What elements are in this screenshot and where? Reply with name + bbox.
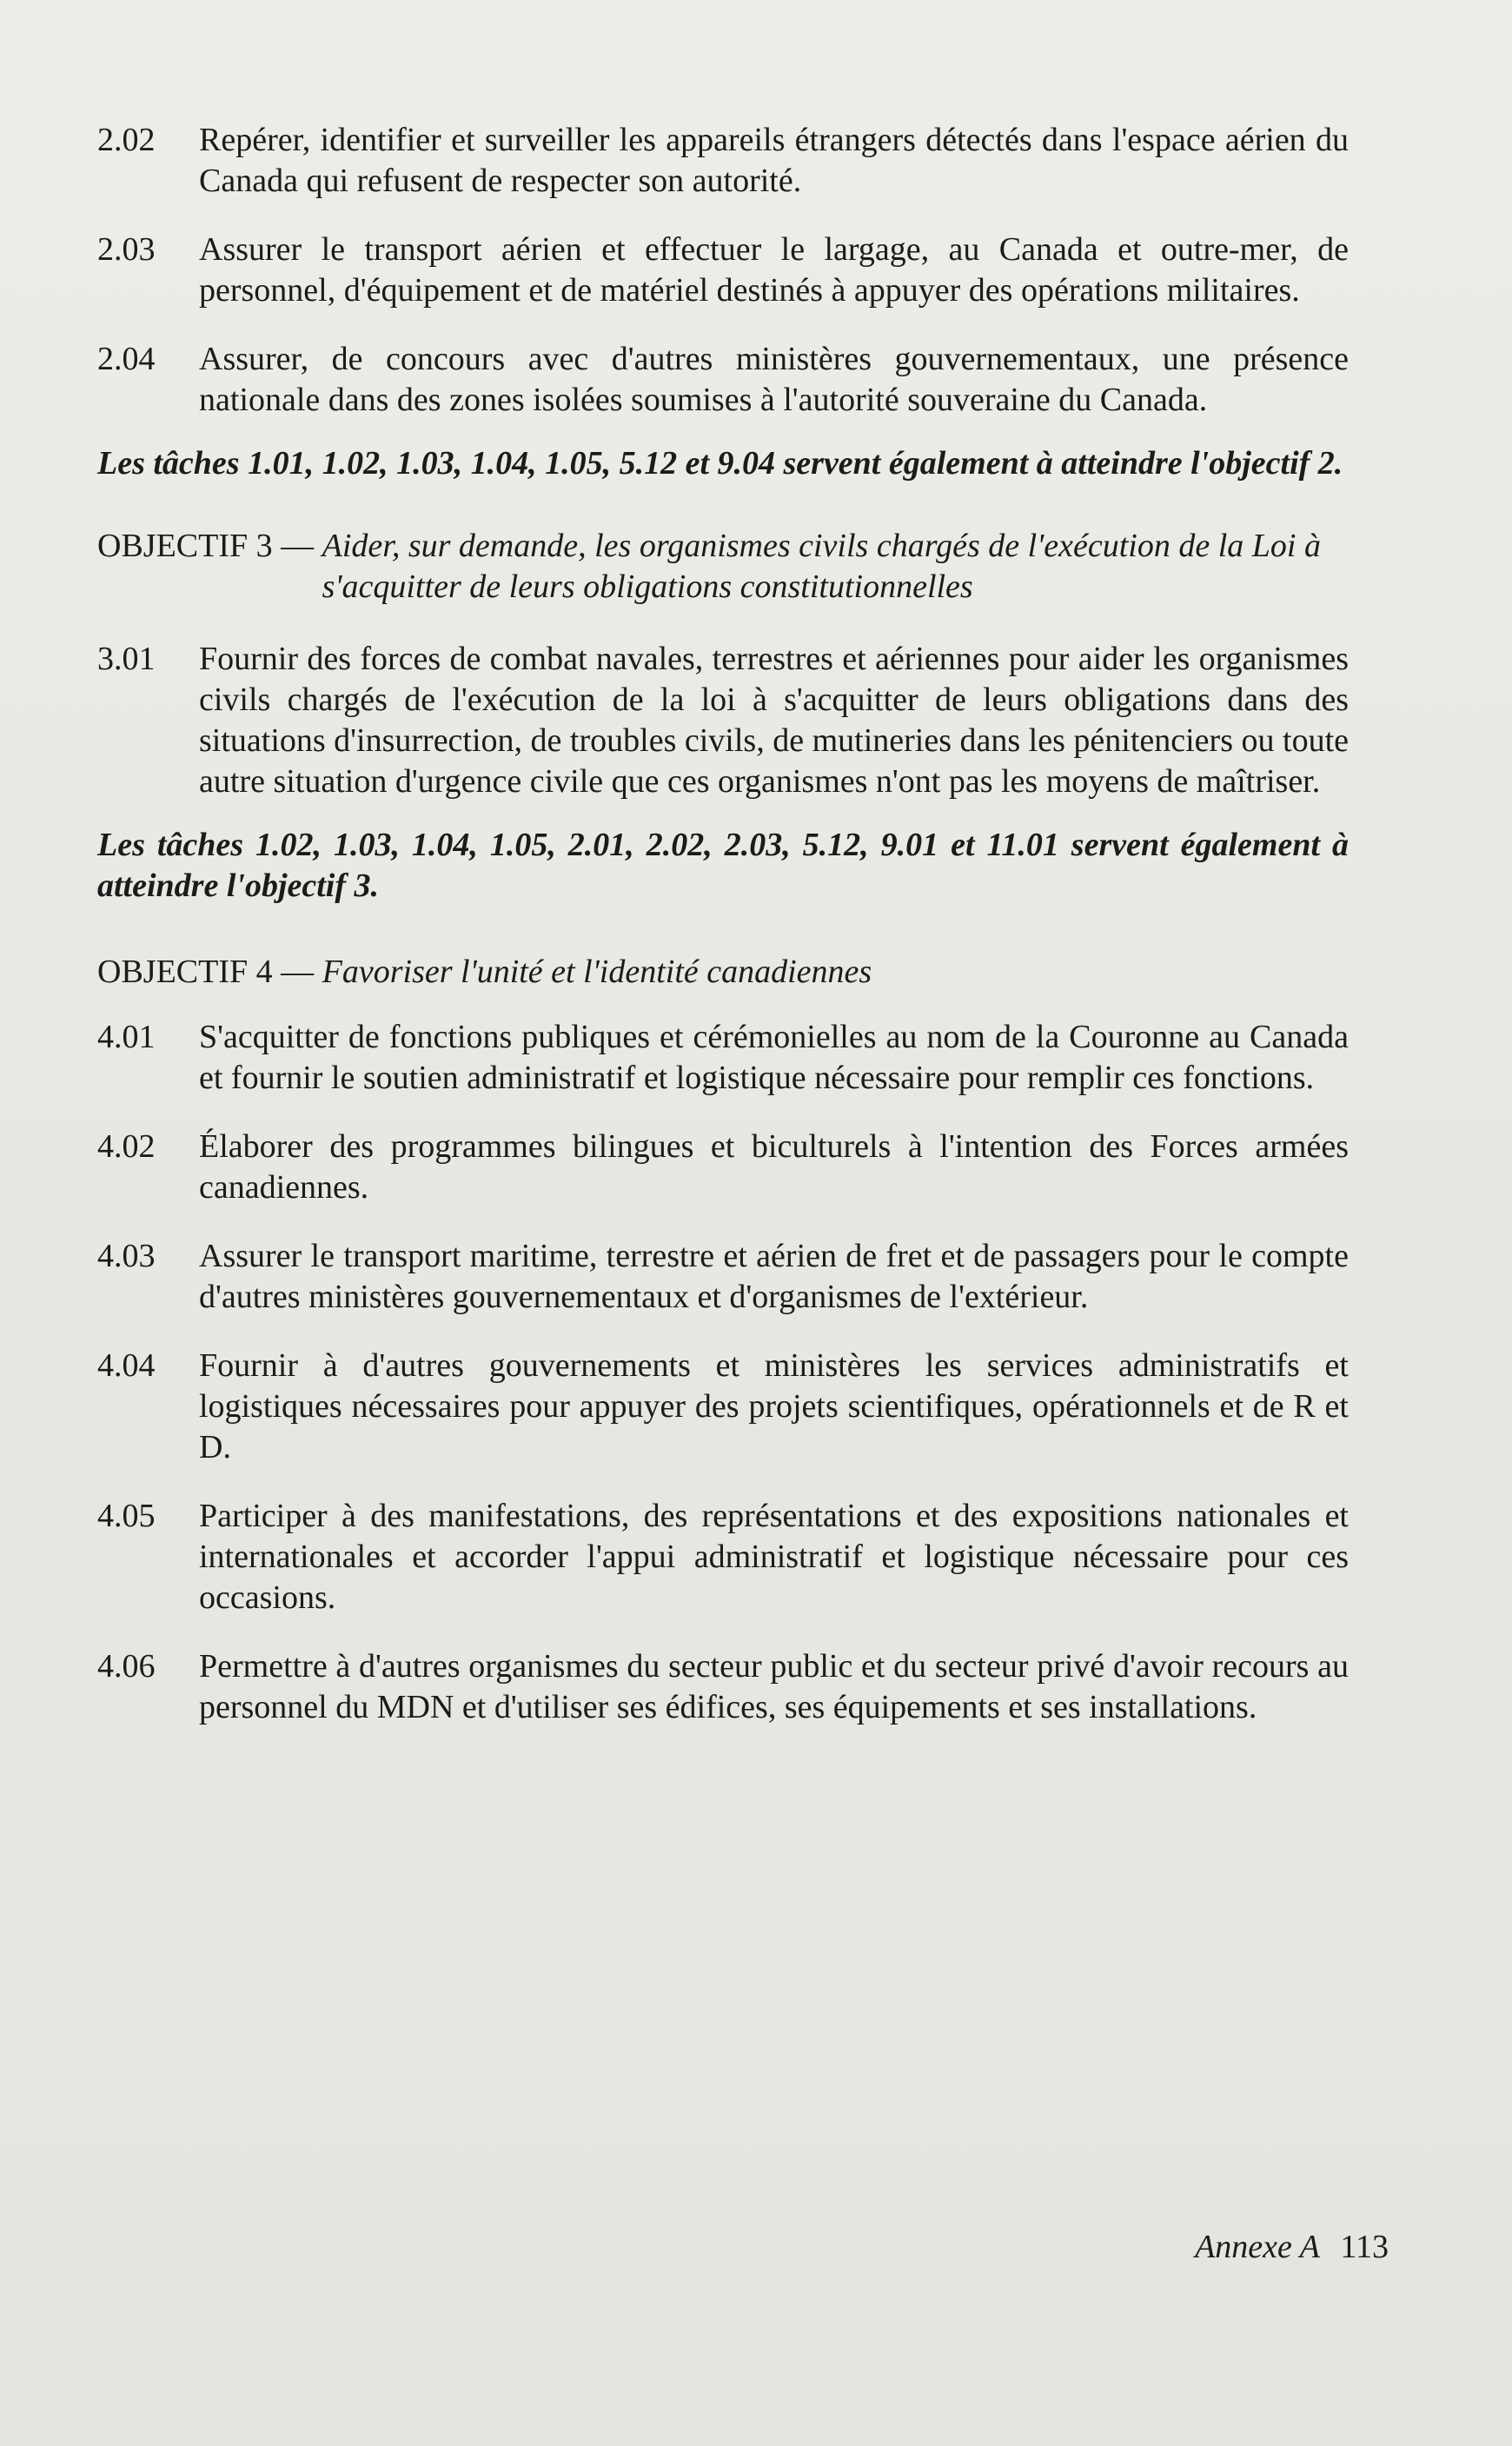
task-4-02 (97, 1127, 1349, 1208)
task-number: 2.04 (97, 341, 156, 377)
task-number: 4.04 (97, 1347, 156, 1384)
task-text: Repérer, identifier et surveiller les appareils étrangers détectés dans l'espace aérien du Canada qui refusent de respecter son autorité. (199, 122, 1349, 199)
task-text: Fournir à d'autres gouvernements et ministères les services administratifs et logistiques nécessaires pour appuyer des projets scientifiques, opérationnels et de R et D. (199, 1347, 1349, 1466)
objective-label: OBJECTIF 4 — (97, 954, 322, 990)
task-number: 4.02 (97, 1128, 156, 1165)
objective-label: OBJECTIF 3 — (97, 528, 322, 564)
annex-label: Annexe A (1195, 2229, 1320, 2265)
task-number: 4.06 (97, 1648, 156, 1685)
task-3-01 (97, 639, 1349, 802)
task-number: 4.01 (97, 1019, 156, 1055)
task-text: Participer à des manifestations, des représentations et des expositions nationales et internationales et accorder l'appui administratif et logistique nécessaire pour ces occasions. (199, 1498, 1349, 1616)
page-footer (1195, 2227, 1389, 2268)
task-4-03 (97, 1236, 1349, 1318)
objective-title: Favoriser l'unité et l'identité canadiennes (322, 954, 872, 990)
task-4-05 (97, 1496, 1349, 1618)
task-number: 2.02 (97, 122, 156, 158)
task-4-06 (97, 1646, 1349, 1728)
task-number: 4.05 (97, 1498, 156, 1534)
objective-4-heading (97, 952, 1349, 993)
task-text: Assurer, de concours avec d'autres ministères gouvernementaux, une présence nationale dans des zones isolées soumises à l'autorité souveraine du Canada. (199, 341, 1349, 418)
page-content (97, 120, 1349, 1756)
task-2-03 (97, 229, 1349, 311)
task-text: Assurer le transport maritime, terrestre et aérien de fret et de passagers pour le compte d'autres ministères gouvernementaux et d'organismes de l'extérieur. (199, 1238, 1349, 1315)
task-text: Assurer le transport aérien et effectuer le largage, au Canada et outre-mer, de personnel, d'équipement et de matériel destinés à appuyer des opérations militaires. (199, 231, 1349, 309)
task-text: S'acquitter de fonctions publiques et cérémonielles au nom de la Couronne au Canada et fournir le soutien administratif et logistique nécessaire pour remplir ces fonctions. (199, 1019, 1349, 1096)
task-text: Permettre à d'autres organismes du secteur public et du secteur privé d'avoir recours au personnel du MDN et d'utiliser ses édifices, ses équipements et ses installations. (199, 1648, 1349, 1725)
objective-2-note: Les tâches 1.01, 1.02, 1.03, 1.04, 1.05, 5.12 et 9.04 servent également à atteindre l'objectif 2. (97, 445, 1343, 482)
task-number: 4.03 (97, 1238, 156, 1274)
task-number: 3.01 (97, 641, 156, 677)
task-number: 2.03 (97, 231, 156, 268)
task-2-02 (97, 120, 1349, 202)
objective-3-note: Les tâches 1.02, 1.03, 1.04, 1.05, 2.01, 2.02, 2.03, 5.12, 9.01 et 11.01 servent également à atteindre l'objectif 3. (97, 827, 1349, 904)
task-4-01 (97, 1017, 1349, 1099)
task-text: Fournir des forces de combat navales, terrestres et aériennes pour aider les organismes civils chargés de l'exécution de la loi à s'acquitter de leurs obligations dans des situations d'insurrection, de troubles civils, de mutineries dans les pénitenciers ou toute autre situation d'urgence civile que ces organismes n'ont pas les moyens de maîtriser. (199, 641, 1349, 800)
task-2-04 (97, 339, 1349, 421)
task-text: Élaborer des programmes bilingues et biculturels à l'intention des Forces armées canadiennes. (199, 1128, 1349, 1206)
page-number: 113 (1340, 2229, 1389, 2265)
objective-title: Aider, sur demande, les organismes civils chargés de l'exécution de la Loi à s'acquitter de leurs obligations constitutionnelles (322, 528, 1321, 605)
objective-3-heading (97, 526, 1349, 608)
task-4-04 (97, 1346, 1349, 1468)
